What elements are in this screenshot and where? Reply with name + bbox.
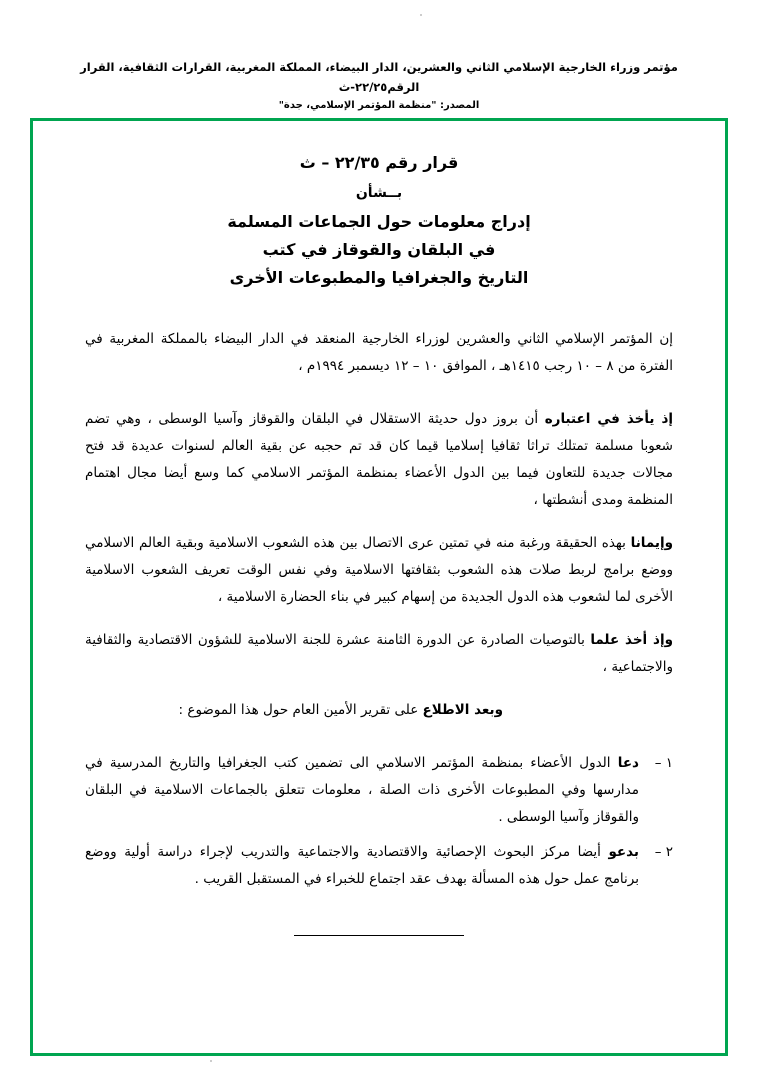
resolution-title-block bbox=[85, 149, 673, 292]
clause-lead-1: إذ يأخذ في اعتباره bbox=[544, 410, 673, 427]
list-item-lead-1: دعا bbox=[617, 754, 639, 771]
clause-text-2: بهذه الحقيقة ورغبة منه في تمتين عرى الاتصال بين هذه الشعوب الاسلامية وبقية العالم الاسلامي ووضع برامج لربط صلات هذه الشعوب بثقافتها الاسلامية وفي نفس الوقت تعريف الشعوب الاسلامية الأخرى لما لشعوب هذه الدول الجديدة من إسهام كبير في بناء الحضارة الاسلامية ، bbox=[85, 534, 673, 605]
resolution-subject-label: بــشأن bbox=[355, 185, 403, 201]
scan-speck bbox=[420, 14, 422, 16]
list-item bbox=[85, 750, 673, 831]
clause-text-4: على تقرير الأمين العام حول هذا الموضوع : bbox=[178, 701, 423, 718]
list-item-lead-2: بدعو bbox=[608, 843, 639, 860]
document-header bbox=[60, 58, 698, 114]
list-item-number-2: ٢ – bbox=[654, 843, 673, 860]
header-source-line-2: المصدر: "منظمة المؤتمر الإسلامي، جدة" bbox=[278, 100, 480, 112]
list-item-number-1: ١ – bbox=[654, 754, 673, 771]
scan-speck bbox=[210, 1060, 212, 1062]
list-item bbox=[85, 839, 673, 893]
document-frame bbox=[30, 118, 728, 1056]
closing-rule-wrapper bbox=[85, 919, 673, 946]
resolution-number: قرار رقم ٢٢/٣٥ – ث bbox=[299, 153, 459, 172]
preamble-paragraph: إن المؤتمر الإسلامي الثاني والعشرين لوزراء الخارجية المنعقد في الدار البيضاء بالمملكة المغربية في الفترة من ٨ – ١٠ رجب ١٤١٥هـ ، الموافق ١٠ – ١٢ ديسمبر ١٩٩٤م ، bbox=[85, 330, 673, 374]
resolution-title-line-1: إدراج معلومات حول الجماعات المسلمة bbox=[227, 211, 531, 231]
list-item-body-1: الدول الأعضاء بمنظمة المؤتمر الاسلامي الى تضمين كتب الجغرافيا والتاريخ المدرسية في مدارسها وفي المطبوعات الأخرى ذات الصلة ، معلومات تتعلق بالجماعات الاسلامية في البلقان والقوقاز وآسيا الوسطى . bbox=[85, 754, 639, 825]
clause-text-1: أن بروز دول حديثة الاستقلال في البلقان والقوقاز وآسيا الوسطى ، وهي تضم شعوبا مسلمة تمتلك تراثا ثقافيا إسلاميا قيما كان قد تم حجبه عن بقية العالم لسنوات عديدة قد فتح مجالات جديدة للتعاون فيما بين الدول الأعضاء بمنظمة المؤتمر الاسلامي كما وسع أيضا مجال اهتمام المنظمة ومدى أنشطتها ، bbox=[85, 410, 673, 508]
list-item-text-1 bbox=[85, 750, 639, 831]
clause-paragraph-1 bbox=[85, 406, 673, 514]
header-source-line-1: مؤتمر وزراء الخارجية الإسلامي الثاني والعشرين، الدار البيضاء، المملكة المغربية، القرارات الثقافية، القرار الرقم٢٢/٢٥-ث bbox=[80, 60, 678, 94]
clause-paragraph-2 bbox=[85, 530, 673, 611]
clause-lead-2: وإيمانا bbox=[630, 534, 673, 551]
list-item-text-2 bbox=[85, 839, 639, 893]
clause-lead-3: وإذ أخذ علما bbox=[590, 631, 674, 648]
document-content bbox=[33, 121, 725, 956]
clause-paragraph-3 bbox=[85, 627, 673, 681]
operative-list bbox=[85, 750, 673, 893]
resolution-title-line-2: في البلقان والقوقاز في كتب bbox=[262, 239, 496, 259]
resolution-body bbox=[85, 326, 673, 946]
spacer bbox=[85, 396, 673, 406]
resolution-title-line-3: التاريخ والجغرافيا والمطبوعات الأخرى bbox=[229, 267, 529, 287]
clause-paragraph-4 bbox=[85, 697, 673, 724]
list-item-body-2: أيضا مركز البحوث الإحصائية والاقتصادية والاجتماعية والتدريب لإجراء دراسة أولية ووضع برنامج عمل حول هذه المسألة بهدف عقد اجتماع للخبراء في المستقبل القريب . bbox=[85, 843, 639, 887]
clause-lead-4: وبعد الاطلاع bbox=[422, 701, 503, 718]
clause-text-3: بالتوصيات الصادرة عن الدورة الثامنة عشرة للجنة الاسلامية للشؤون الاقتصادية والثقافية والاجتماعية ، bbox=[85, 631, 673, 675]
closing-rule bbox=[294, 935, 464, 936]
